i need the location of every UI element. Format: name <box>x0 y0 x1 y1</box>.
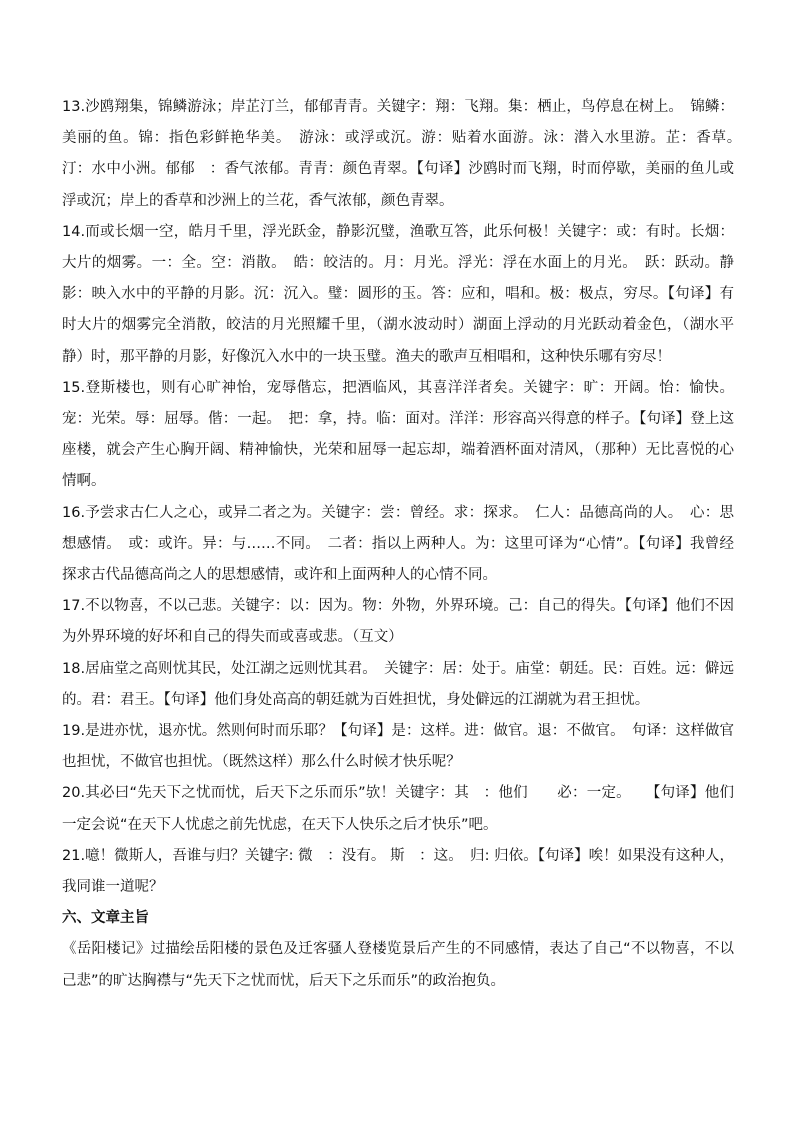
annotation-item-14: 14.而或长烟一空，皓月千里，浮光跃金，静影沉璧，渔歌互答，此乐何极！关键字：或：有时。长烟：大片的烟雾。一：全。空：消散。 皓：皎洁的。月：月光。浮光：浮在水面上的月光。 跃：跃动。静影：映入水中的平静的月影。沉：沉入。璧：圆形的玉。答：应和，唱和。极：极点，穷尽。【句译】有时大片的烟雾完全消散，皎洁的月光照耀千里，（湖水波动时）湖面上浮动的月光跃动着金色，（湖水平静）时，那平静的月影，好像沉入水中的一块玉璧。渔夫的歌声互相唱和，这种快乐哪有穷尽！ <box>62 223 734 365</box>
annotation-item-16: 16.予尝求古仁人之心，或异二者之为。关键字：尝：曾经。求：探求。 仁人：品德高尚的人。 心：思想感情。 或：或许。异：与……不同。 二者：指以上两种人。为：这里可译为“心情”。【句译】我曾经探求古代品德高尚之人的思想感情，或许和上面两种人的心情不同。 <box>62 504 734 584</box>
theme-summary: 《岳阳楼记》过描绘岳阳楼的景色及迁客骚人登楼览景后产生的不同感情，表达了自己“不以物喜，不以己悲”的旷达胸襟与“先天下之忧而忧，后天下之乐而乐”的政治抱负。 <box>62 941 734 989</box>
annotation-item-17: 17.不以物喜，不以己悲。关键字：以：因为。物：外物，外界环境。己：自己的得失。【句译】他们不因为外界环境的好坏和自己的得失而或喜或悲。（互文） <box>62 598 734 646</box>
annotation-item-15: 15.登斯楼也，则有心旷神怡，宠辱偕忘，把酒临风，其喜洋洋者矣。关键字：旷：开阔。怡：愉快。宠：光荣。辱：屈辱。偕：一起。 把：拿，持。临：面对。洋洋：形容高兴得意的样子。【句译】登上这座楼，就会产生心胸开阔、精神愉快，光荣和屈辱一起忘却，端着酒杯面对清风，（那种）无比喜悦的心情啊。 <box>62 379 734 490</box>
annotation-item-20: 20.其必曰“先天下之忧而忧，后天下之乐而乐”欤！关键字：其 ：他们 必：一定。 【句译】他们一定会说“在天下人忧虑之前先忧虑，在天下人快乐之后才快乐”吧。 <box>62 785 734 833</box>
document-body <box>62 92 749 997</box>
annotation-item-19: 19.是进亦忧，退亦忧。然则何时而乐耶？【句译】是：这样。进：做官。退：不做官。 句译：这样做官也担忧，不做官也担忧。（既然这样）那么什么时候才快乐呢？ <box>62 723 734 771</box>
annotation-item-21: 21.噫！微斯人，吾谁与归？关键字: 微 ：没有。 斯 ：这。 归: 归依。【句译】唉！如果没有这种人，我同谁一道呢？ <box>62 847 734 896</box>
section-heading: 六、文章主旨 <box>62 910 149 927</box>
annotation-item-13: 13.沙鸥翔集，锦鳞游泳；岸芷汀兰，郁郁青青。关键字：翔：飞翔。集：栖止，鸟停息在树上。 锦鳞：美丽的鱼。锦：指色彩鲜艳华美。 游泳：或浮或沉。游：贴着水面游。泳：潜入水里游。芷：香草。 汀：水中小洲。郁郁 ：香气浓郁。青青：颜色青翠。【句译】沙鸥时而飞翔，时而停歇，美丽的鱼儿或浮或沉；岸上的香草和沙洲上的兰花，香气浓郁，颜色青翠。 <box>62 99 749 209</box>
annotation-item-18: 18.居庙堂之高则忧其民，处江湖之远则忧其君。 关键字：居：处于。庙堂：朝廷。民：百姓。远：僻远的。君：君王。【句译】他们身处高高的朝廷就为百姓担忧，身处僻远的江湖就为君王担忧。 <box>62 660 734 708</box>
